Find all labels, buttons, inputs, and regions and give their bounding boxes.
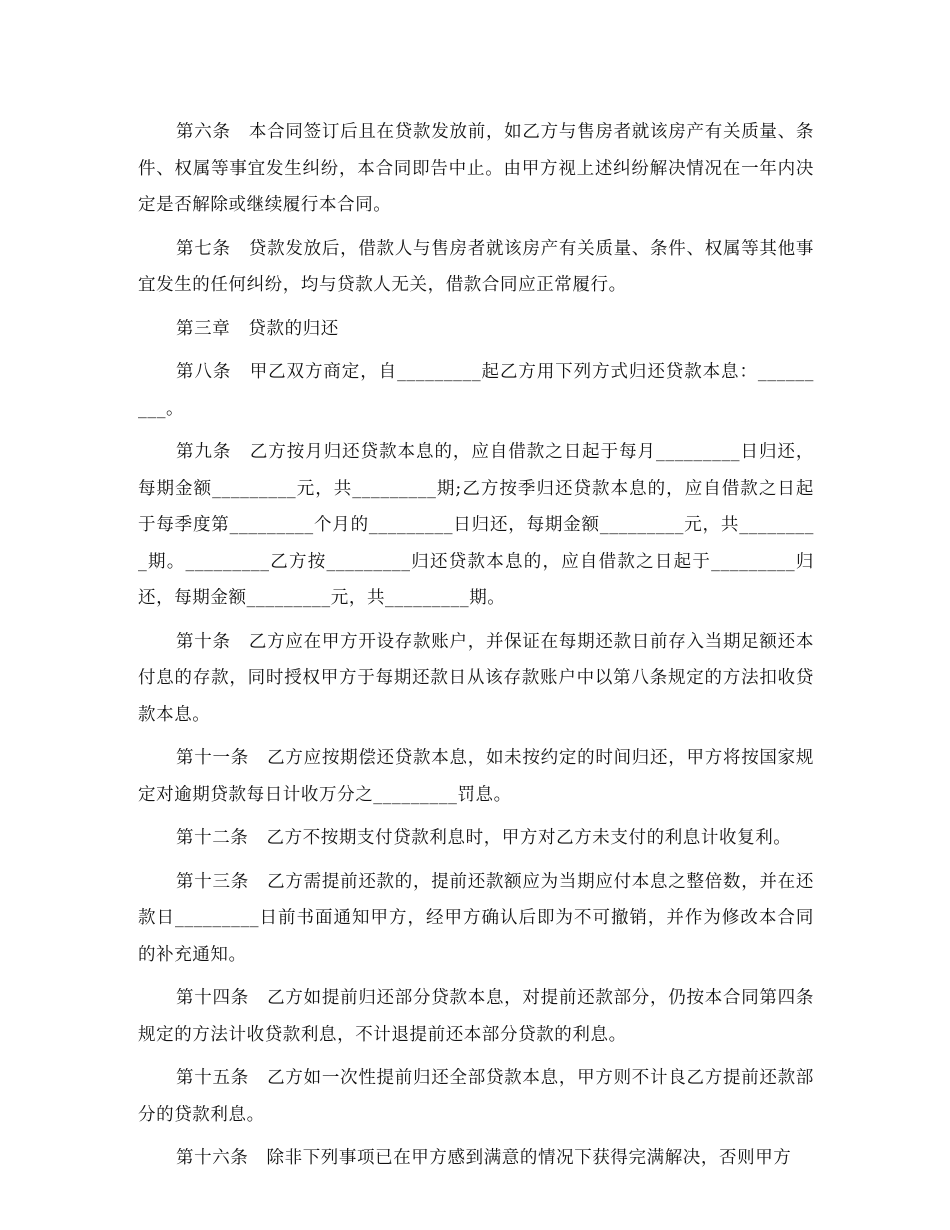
article-12-paragraph: 第十二条 乙方不按期支付贷款利息时，甲方对乙方未支付的利息计收复利。 (176, 828, 792, 848)
article-8-paragraph: 第八条 甲乙双方商定，自_________起乙方用下列方式归还贷款本息：_________。 (138, 362, 814, 419)
article-7-paragraph: 第七条 贷款发放后，借款人与售房者就该房产有关质量、条件、权属等其他事宜发生的任何纠纷，均与贷款人无关，借款合同应正常履行。 (138, 238, 814, 295)
article-16-paragraph: 第十六条 除非下列事项已在甲方感到满意的情况下获得完满解决，否则甲方 (176, 1148, 792, 1168)
article-6-paragraph: 第六条 本合同签订后且在贷款发放前，如乙方与售房者就该房产有关质量、条件、权属等事宜发生纠纷，本合同即告中止。由甲方视上述纠纷解决情况在一年内决定是否解除或继续履行本合同。 (138, 122, 814, 215)
article-14-paragraph: 第十四条 乙方如提前归还部分贷款本息，对提前还款部分，仍按本合同第四条规定的方法计收贷款利息，不计退提前还本部分贷款的利息。 (138, 988, 814, 1045)
contract-body (138, 114, 814, 1184)
article-13-paragraph: 第十三条 乙方需提前还款的，提前还款额应为当期应付本息之整倍数，并在还款日_________日前书面通知甲方，经甲方确认后即为不可撤销，并作为修改本合同的补充通知。 (138, 871, 814, 965)
article-15-paragraph: 第十五条 乙方如一次性提前归还全部贷款本息，甲方则不计良乙方提前还款部分的贷款利息。 (138, 1068, 814, 1125)
chapter-3-heading: 第三章 贷款的归还 (176, 318, 339, 339)
article-9-paragraph: 第九条 乙方按月归还贷款本息的，应自借款之日起于每月_________日归还，每期金额_________元，共_________期;乙方按季归还贷款本息的，应自借款之日起于每季度第_________个月的_________日归还，每期金额_________元，共_________期。_________乙方按_________归还贷款本息的，应自借款之日起于_________归还，每期金额_________元，共_________期。 (138, 442, 814, 608)
article-11-paragraph: 第十一条 乙方应按期偿还贷款本息，如未按约定的时间归还，甲方将按国家规定对逾期贷款每日计收万分之_________罚息。 (138, 748, 814, 805)
article-10-paragraph: 第十条 乙方应在甲方开设存款账户，并保证在每期还款日前存入当期足额还本付息的存款，同时授权甲方于每期还款日从该存款账户中以第八条规定的方法扣收贷款本息。 (138, 631, 814, 725)
